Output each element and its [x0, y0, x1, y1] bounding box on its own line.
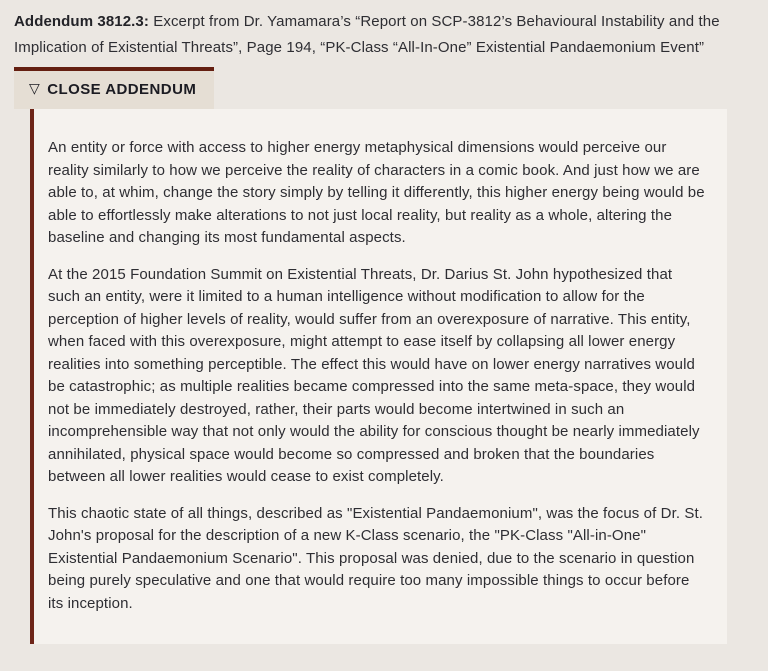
close-addendum-button-label: CLOSE ADDENDUM [47, 81, 197, 98]
addendum-title [14, 9, 754, 60]
addendum-paragraph-2: At the 2015 Foundation Summit on Existential Threats, Dr. Darius St. John hypothesized that such an entity, were it limited to a human intelligence without modification to allow for the perception of higher levels of reality, would suffer from an overexposure of narrative. This entity, when faced with this overexposure, might attempt to ease itself by collapsing all lower energy realities into something perceptible. The effect this would have on lower energy narratives would be catastrophic; as multiple realities became compressed into the same meta-space, they would not be immediately destroyed, rather, their parts would become intertwined in such an incomprehensible way that not only would the ability for conscious thought be nearly immediately annihilated, physical space would become so compressed and broken that the boundaries between all lower realities would cease to exist completely. [48, 265, 700, 485]
collapse-triangle-icon: ▽ [29, 80, 41, 96]
close-addendum-button[interactable] [14, 67, 214, 109]
addendum-content-quote [30, 109, 727, 644]
addendum-paragraph-3: This chaotic state of all things, described as "Existential Pandaemonium", was the focus of Dr. St. John's proposal for the description of a new K-Class scenario, the "PK-Class "All-in-One" Existential Pandaemonium Scenario". This proposal was denied, due to the scenario in question being purely speculative and one that would require too many impossible things to occur before its inception. [48, 504, 704, 612]
addendum-title-text: Excerpt from Dr. Yamamara’s “Report on SCP-3812’s Behavioural Instability and the Implication of Existential Threats”, Page 194, “PK-Class “All-In-One” Existential Pandaemonium Event” [14, 13, 720, 56]
addendum-paragraph-1: An entity or force with access to higher energy metaphysical dimensions would perceive our reality similarly to how we perceive the reality of characters in a comic book. And just how we are able to, at whim, change the story simply by telling it differently, this higher energy being would be able to effortlessly make alterations to not just local reality, but reality as a whole, altering the baseline and changing its most fundamental aspects. [48, 139, 705, 246]
addendum-title-label: Addendum 3812.3: [14, 13, 149, 30]
